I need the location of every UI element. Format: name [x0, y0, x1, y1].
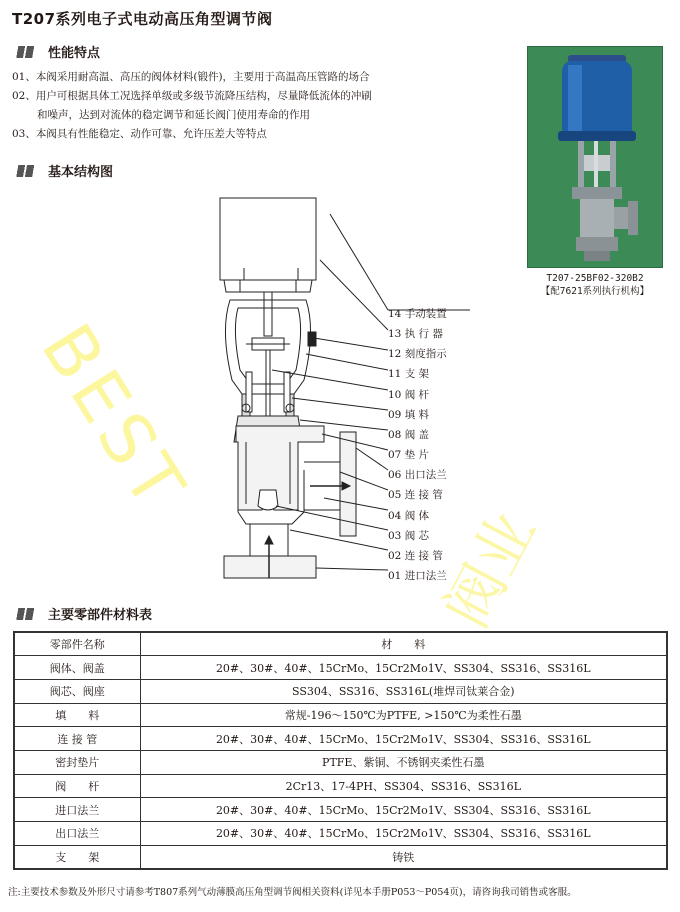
section-marker-icon	[14, 608, 36, 620]
section-structure-heading: 基本结构图	[14, 161, 113, 180]
part-label: 09 填 料	[388, 408, 430, 421]
table-header: 材 料	[140, 632, 667, 656]
table-row	[14, 750, 667, 774]
part-label: 05 连 接 管	[388, 489, 443, 502]
part-material: 20#、30#、40#、15CrMo、15Cr2Mo1V、SS304、SS316、SS316L	[140, 798, 667, 822]
part-label: 12 刻度指示	[388, 348, 447, 361]
part-material: 20#、30#、40#、15CrMo、15Cr2Mo1V、SS304、SS316、SS316L	[140, 822, 667, 846]
table-row	[14, 798, 667, 822]
watermark-text-2: 阀业	[431, 500, 550, 639]
table-row	[14, 656, 667, 680]
part-material: 20#、30#、40#、15CrMo、15Cr2Mo1V、SS304、SS316、SS316L	[140, 727, 667, 751]
part-material: PTFE、紫铜、不锈钢夹柔性石墨	[140, 750, 667, 774]
part-label: 01 进口法兰	[388, 570, 447, 583]
table-row	[14, 727, 667, 751]
part-material: 20#、30#、40#、15CrMo、15Cr2Mo1V、SS304、SS316、SS316L	[140, 656, 667, 680]
part-label: 07 垫 片	[388, 449, 430, 462]
part-material: SS304、SS316、SS316L(堆焊司钛莱合金)	[140, 679, 667, 703]
features-list	[12, 68, 372, 144]
feature-item: 03、本阀具有性能稳定、动作可靠、允许压差大等特点	[12, 128, 267, 140]
part-name: 阀 杆	[14, 774, 140, 798]
table-row	[14, 822, 667, 846]
page-title: T207系列电子式电动高压角型调节阀	[12, 10, 273, 28]
part-material: 2Cr13、17-4PH、SS304、SS316、SS316L	[140, 774, 667, 798]
part-label: 10 阀 杆	[388, 388, 430, 401]
section-materials-heading: 主要零部件材料表	[14, 604, 152, 623]
part-label: 08 阀 盖	[388, 428, 430, 441]
table-row	[14, 703, 667, 727]
part-label: 03 阀 芯	[388, 529, 430, 542]
part-label: 11 支 架	[388, 368, 430, 381]
part-label: 14 手动装置	[388, 308, 447, 320]
table-row	[14, 845, 667, 869]
part-name: 进口法兰	[14, 798, 140, 822]
footnote: 注:主要技术参数及外形尺寸请参考T807系列气动薄膜高压角型调节阀相关资料(详见本手册P053～P054页)，请咨询我司销售或客服。	[8, 887, 577, 898]
part-name: 连 接 管	[14, 727, 140, 751]
parts-legend	[388, 304, 447, 586]
table-header-row	[14, 632, 667, 656]
photo-model: T207-25BF02-320B2	[546, 273, 644, 284]
part-name: 阀体、阀盖	[14, 656, 140, 680]
part-name: 阀芯、阀座	[14, 679, 140, 703]
part-label: 13 执 行 器	[388, 328, 443, 341]
table-header: 零部件名称	[14, 632, 140, 656]
feature-item: 01、本阀采用耐高温、高压的阀体材料(锻件)，主要用于高温高压管路的场合	[12, 71, 370, 83]
watermark-text: BEST	[25, 310, 203, 526]
part-label: 02 连 接 管	[388, 549, 443, 562]
part-name: 填 料	[14, 703, 140, 727]
product-photo	[527, 46, 663, 268]
part-name: 密封垫片	[14, 750, 140, 774]
part-name: 出口法兰	[14, 822, 140, 846]
part-label: 04 阀 体	[388, 509, 430, 522]
feature-item: 和噪声，达到对流体的稳定调节和延长阀门使用寿命的作用	[37, 109, 310, 121]
part-name: 支 架	[14, 845, 140, 869]
table-row	[14, 679, 667, 703]
photo-caption	[520, 272, 670, 298]
part-material: 铸铁	[140, 845, 667, 869]
section-marker-icon	[14, 165, 36, 177]
feature-item: 02、用户可根据具体工况选择单级或多级节流降压结构，尽量降低流体的冲刷	[12, 90, 372, 102]
section-features-heading: 性能特点	[14, 42, 100, 61]
part-label: 06 出口法兰	[388, 469, 447, 482]
photo-note: 【配7621系列执行机构】	[540, 286, 650, 297]
table-row	[14, 774, 667, 798]
materials-table	[13, 631, 668, 870]
section-marker-icon	[14, 46, 36, 58]
part-material: 常规-196～150℃为PTFE, >150℃为柔性石墨	[140, 703, 667, 727]
